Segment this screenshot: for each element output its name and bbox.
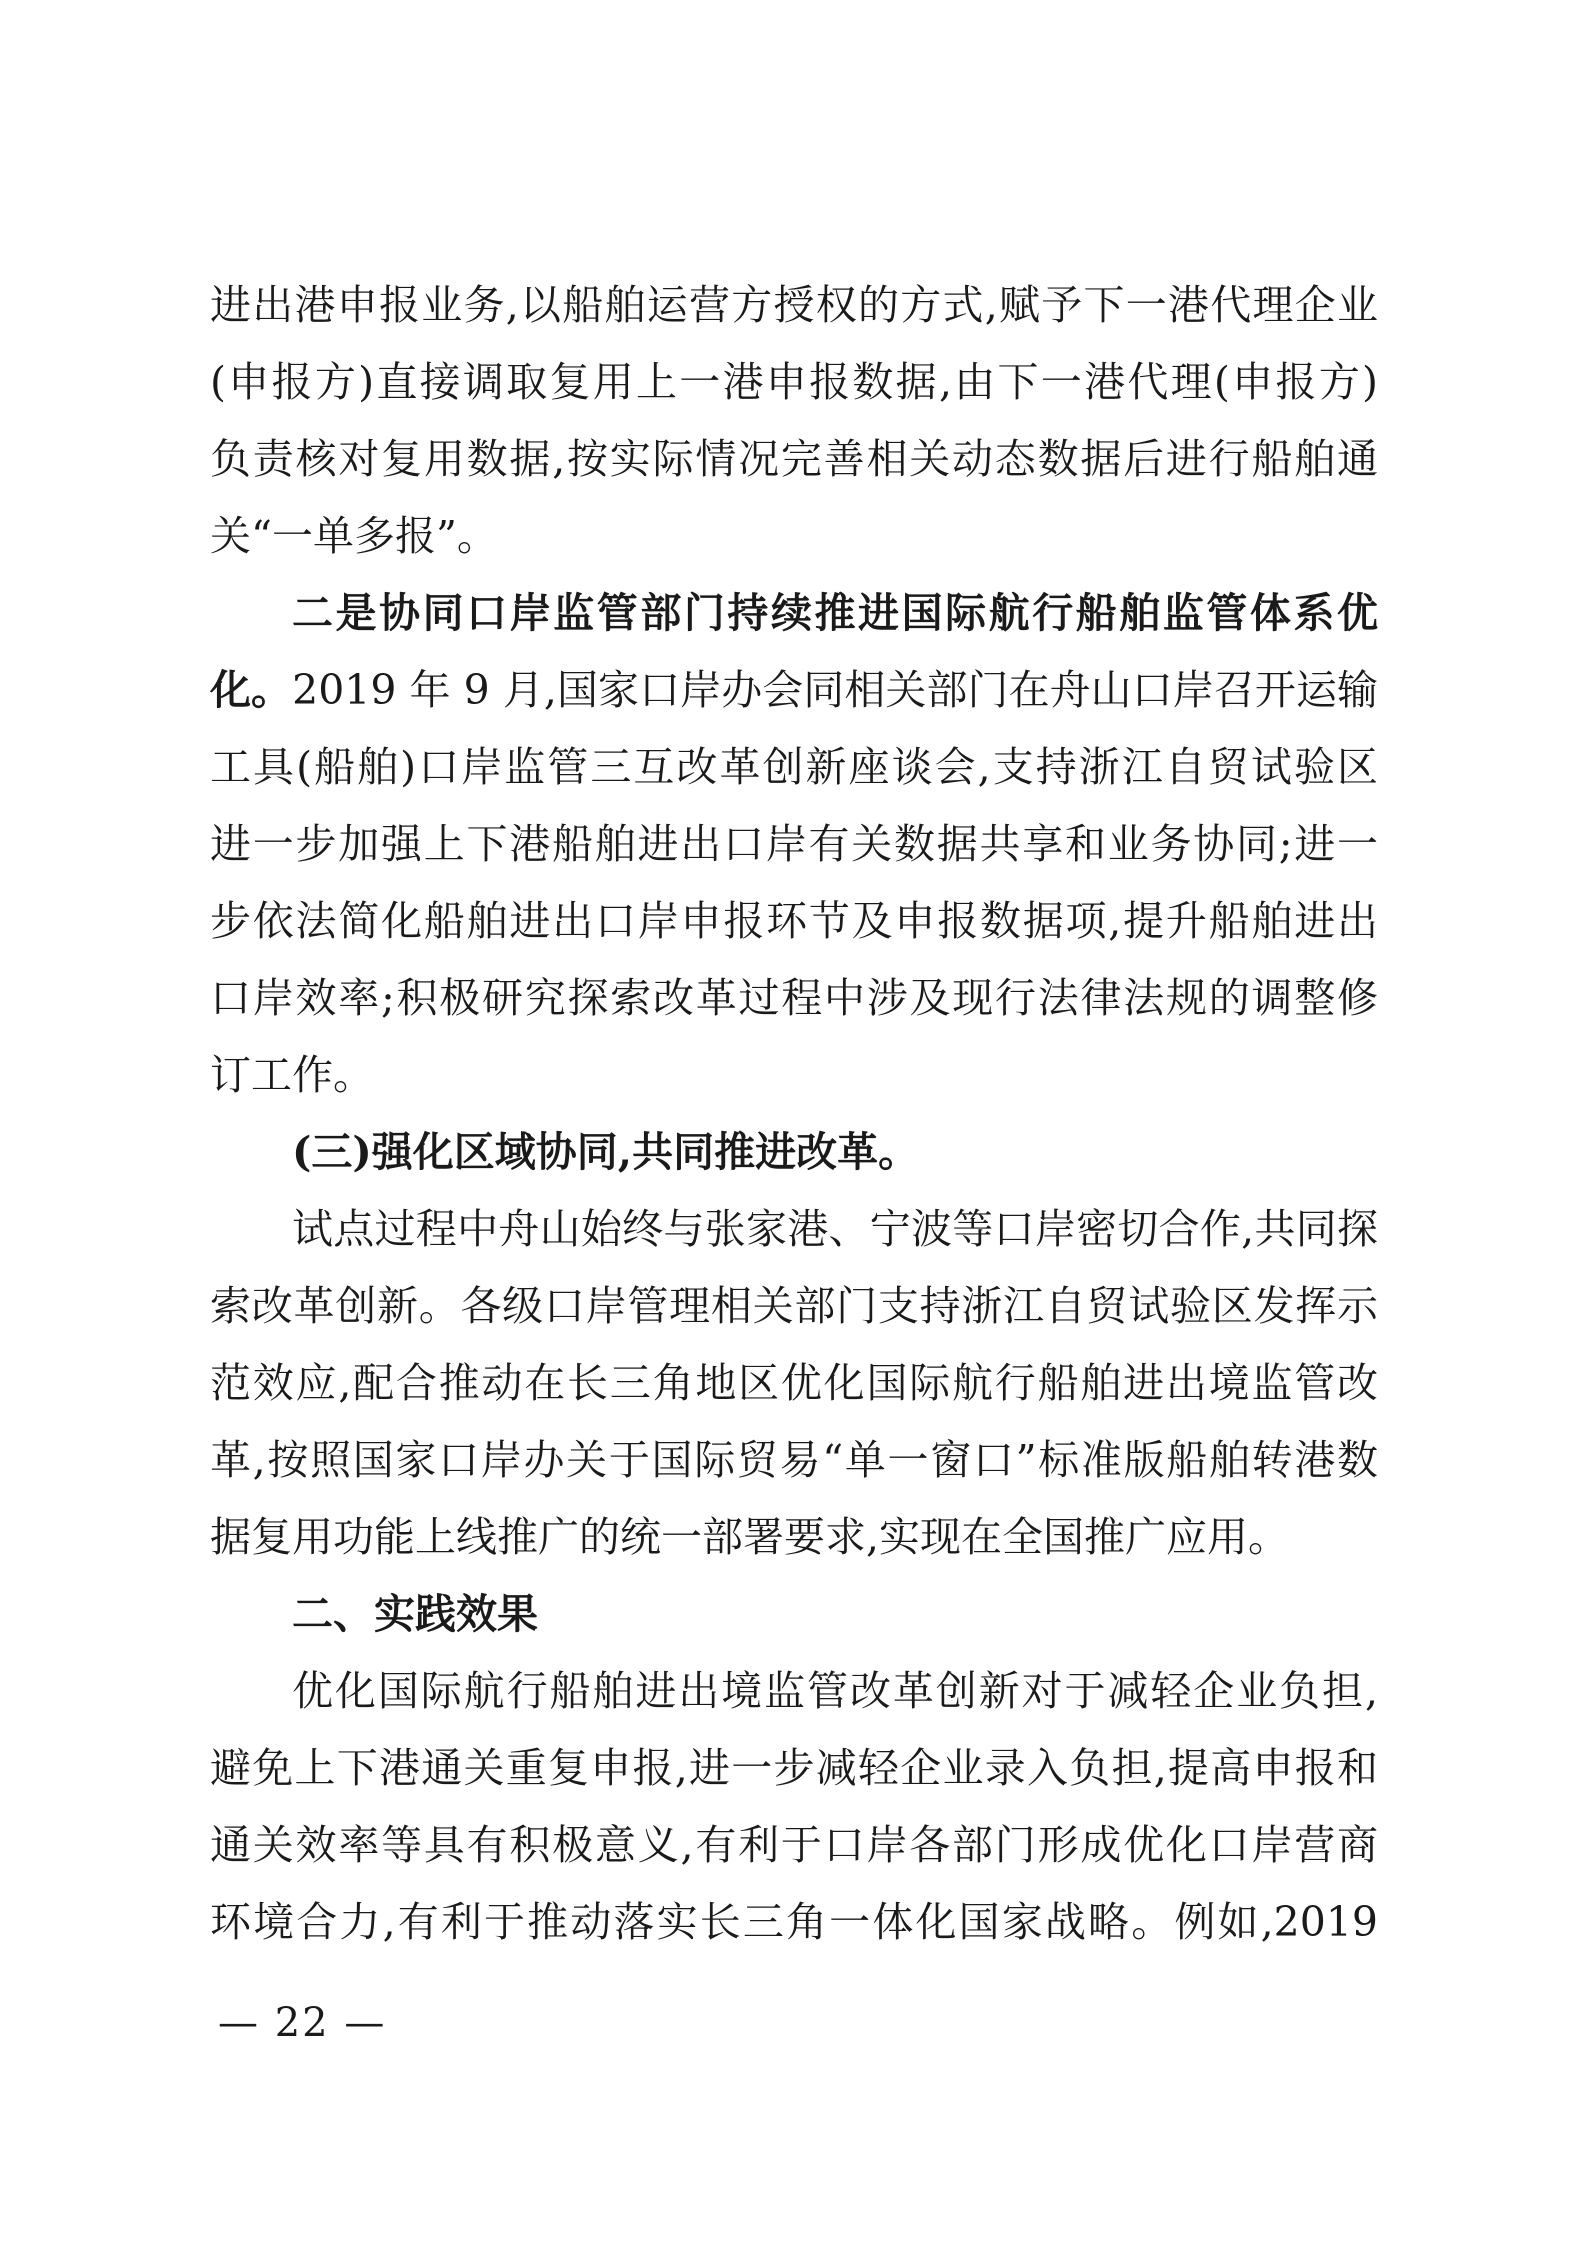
body-line: 订工作。: [210, 1051, 374, 1099]
body-line: 通关效率等具有积极意义,有利于口岸各部门形成优化口岸营商: [210, 1821, 1378, 1869]
body-line: 口岸效率;积极研究探索改革过程中涉及现行法律法规的调整修: [210, 974, 1378, 1022]
body-line: 负责核对复用数据,按实际情况完善相关动态数据后进行船舶通: [210, 435, 1378, 483]
body-line: 关“一单多报”。: [210, 512, 498, 560]
body-line: 范效应,配合推动在长三角地区优化国际航行船舶进出境监管改: [210, 1359, 1378, 1407]
page-number: — 22 —: [218, 2000, 387, 2046]
body-line: 据复用功能上线推广的统一部署要求,实现在全国推广应用。: [210, 1513, 1290, 1561]
mixed-line: [210, 660, 1378, 720]
body-line: (申报方)直接调取复用上一港申报数据,由下一港代理(申报方): [210, 358, 1378, 406]
body-line: 工具(船舶)口岸监管三互改革创新座谈会,支持浙江自贸试验区: [210, 743, 1378, 791]
section-heading: 二、实践效果: [292, 1590, 538, 1638]
section-heading: (三)强化区域协同,共同推进改革。: [292, 1128, 920, 1176]
bold-heading-end: 化。: [210, 666, 293, 714]
bold-heading-line: 二是协同口岸监管部门持续推进国际航行船舶监管体系优: [292, 589, 1378, 637]
body-line: 索改革创新。各级口岸管理相关部门支持浙江自贸试验区发挥示: [210, 1282, 1378, 1330]
body-line: 试点过程中舟山始终与张家港、宁波等口岸密切合作,共同探: [292, 1205, 1378, 1253]
body-line: 环境合力,有利于推动落实长三角一体化国家战略。例如,2019: [210, 1898, 1378, 1946]
body-line: 进一步加强上下港船舶进出口岸有关数据共享和业务协同;进一: [210, 820, 1378, 868]
body-line: 革,按照国家口岸办关于国际贸易“单一窗口”标准版船舶转港数: [210, 1436, 1378, 1484]
body-line-text: 2019 年 9 月,国家口岸办会同相关部门在舟山口岸召开运输: [292, 666, 1378, 714]
body-line: 避免上下港通关重复申报,进一步减轻企业录入负担,提高申报和: [210, 1744, 1378, 1792]
body-line: 进出港申报业务,以船舶运营方授权的方式,赋予下一港代理企业: [210, 281, 1378, 329]
body-line: 优化国际航行船舶进出境监管改革创新对于减轻企业负担,: [292, 1667, 1378, 1715]
body-line: 步依法简化船舶进出口岸申报环节及申报数据项,提升船舶进出: [210, 897, 1378, 945]
